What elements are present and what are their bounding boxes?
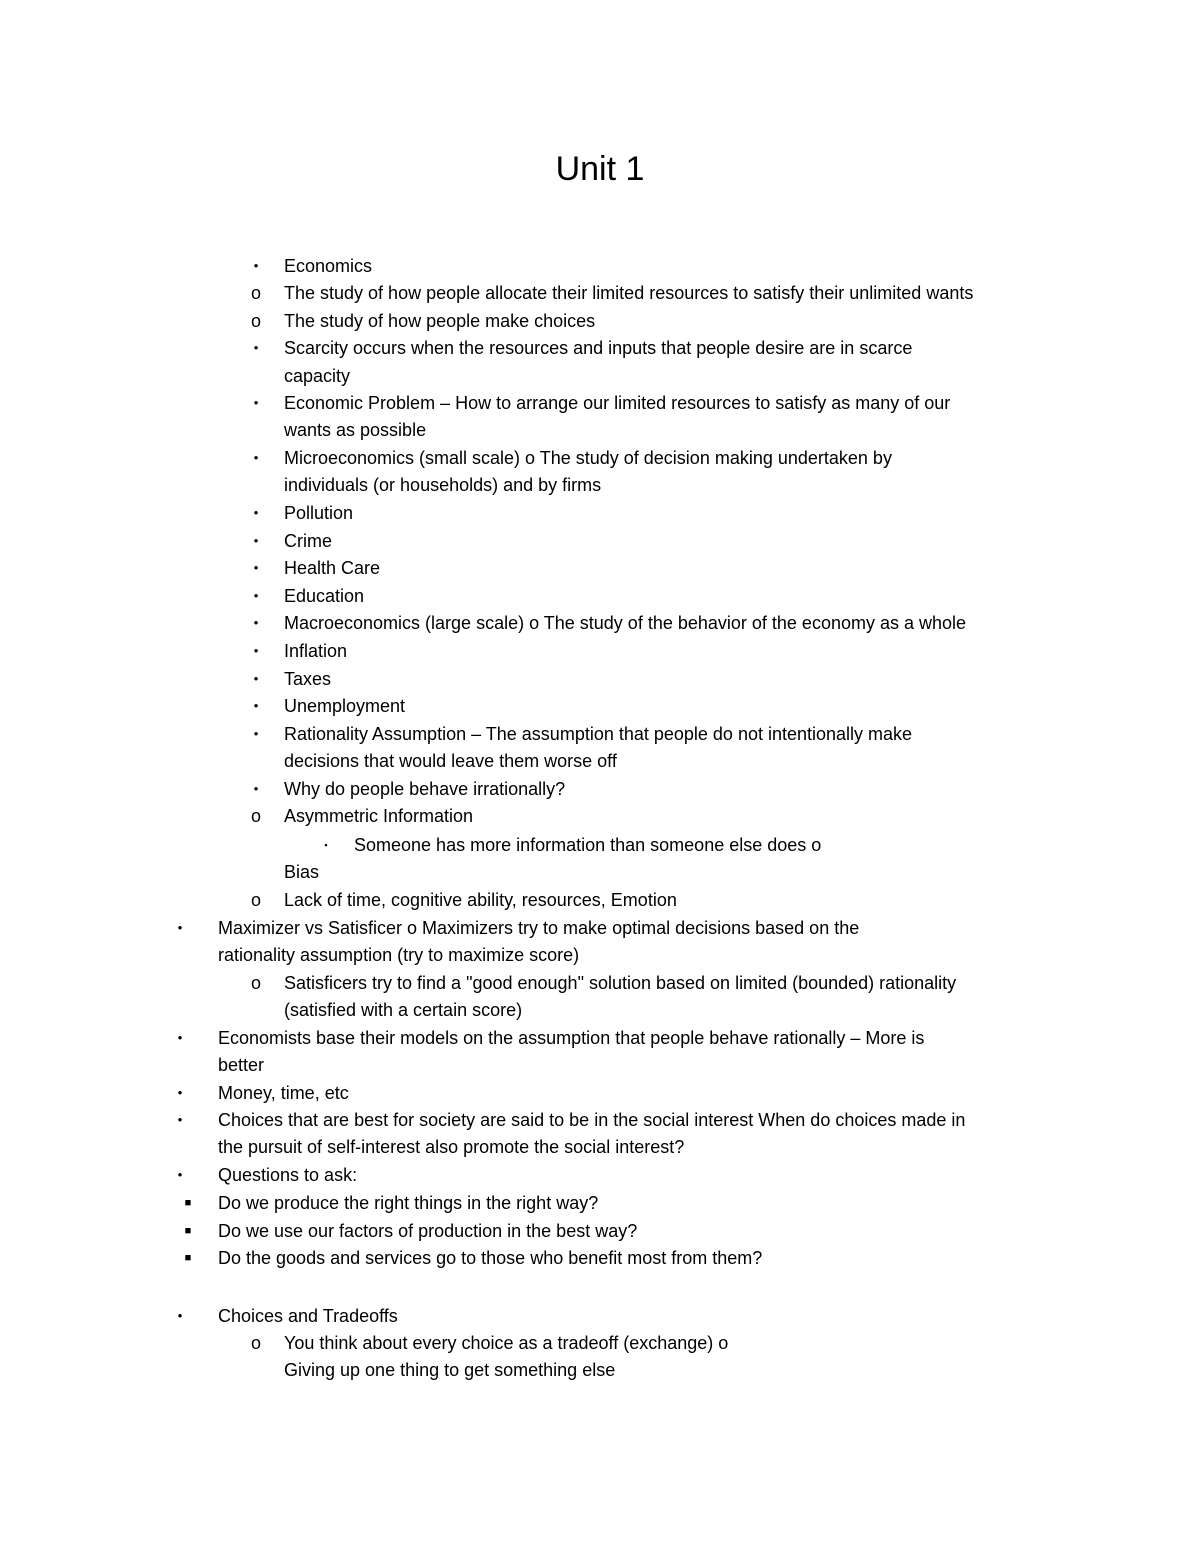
bullet-marker: o (250, 283, 261, 303)
bullet-marker: • (253, 643, 259, 658)
list-item-text: Education (284, 586, 365, 606)
list-item-text: Economists base their models on the assumption that people behave rationally – More is (218, 1028, 925, 1048)
list-item-text: Economic Problem – How to arrange our limited resources to satisfy as many of our (284, 393, 951, 413)
list-item-text: Macroeconomics (large scale) o The study of the behavior of the economy as a whole (284, 613, 967, 633)
list-item-text: Pollution (284, 503, 354, 523)
bullet-marker: • (253, 505, 259, 520)
list-item-text: Satisficers try to find a "good enough" solution based on limited (bounded) rationality (284, 973, 957, 993)
list-item-text: Do we use our factors of production in the best way? (218, 1221, 638, 1241)
bullet-marker: • (253, 698, 259, 713)
bullet-marker: ■ (184, 1197, 192, 1209)
list-item-text: Taxes (284, 669, 332, 689)
bullet-marker: ■ (184, 1252, 192, 1264)
list-item-text: better (218, 1055, 265, 1075)
list-item-text: Do we produce the right things in the right way? (218, 1193, 599, 1213)
bullet-marker: • (177, 1308, 183, 1323)
list-item-text: Questions to ask: (218, 1165, 358, 1185)
page-title: Unit 1 (555, 150, 645, 188)
bullet-marker: • (253, 395, 259, 410)
bullet-marker: • (253, 615, 259, 630)
bullet-marker: • (177, 1112, 183, 1127)
list-item-text: (satisfied with a certain score) (284, 1000, 523, 1020)
list-item-text: Maximizer vs Satisficer o Maximizers try to make optimal decisions based on the (218, 918, 860, 938)
bullet-marker: o (250, 890, 261, 910)
list-item-text: capacity (284, 366, 351, 386)
bullet-marker: • (177, 920, 183, 935)
list-item-text: Rationality Assumption – The assumption that people do not intentionally make (284, 724, 913, 744)
bullet-marker: • (253, 726, 259, 741)
bullet-marker: • (177, 1030, 183, 1045)
list-item-text: Choices and Tradeoffs (218, 1306, 398, 1326)
bullet-marker: • (253, 588, 259, 603)
bullet-marker: ■ (184, 1225, 192, 1237)
bullet-marker: o (250, 1333, 261, 1353)
list-item-text: Choices that are best for society are said to be in the social interest When do choices made in (218, 1110, 966, 1130)
bullet-marker: • (177, 1085, 183, 1100)
bullet-marker: • (253, 781, 259, 796)
bullet-marker: o (250, 806, 261, 826)
list-item-text: Inflation (284, 641, 348, 661)
list-item-text: Why do people behave irrationally? (284, 779, 566, 799)
list-item-text: Giving up one thing to get something else (284, 1360, 616, 1380)
bullet-marker: • (253, 671, 259, 686)
bullet-marker: • (177, 1167, 183, 1182)
list-item-text: Economics (284, 256, 373, 276)
list-item-text: individuals (or households) and by firms (284, 475, 602, 495)
list-item-text: wants as possible (284, 420, 427, 440)
list-item-text: Microeconomics (small scale) o The study of decision making undertaken by (284, 448, 892, 468)
list-item-text: Unemployment (284, 696, 406, 716)
list-item-text: Asymmetric Information (284, 806, 474, 826)
list-item-text: The study of how people allocate their limited resources to satisfy their unlimited wants (284, 283, 974, 303)
bullet-marker: ▪ (324, 840, 328, 850)
list-item-text: The study of how people make choices (284, 311, 596, 331)
list-item-text: rationality assumption (try to maximize score) (218, 945, 580, 965)
list-item-text: Money, time, etc (218, 1083, 349, 1103)
list-item-text: You think about every choice as a tradeoff (exchange) o (284, 1333, 729, 1353)
bullet-marker: • (253, 258, 259, 273)
bullet-marker: • (253, 340, 259, 355)
bullet-marker: o (250, 311, 261, 331)
list-item-text: the pursuit of self-interest also promote the social interest? (218, 1137, 685, 1157)
bullet-marker: • (253, 450, 259, 465)
list-item-text: Lack of time, cognitive ability, resources, Emotion (284, 890, 677, 910)
bullet-marker: • (253, 560, 259, 575)
list-item-text: Crime (284, 531, 332, 551)
list-item-text: Scarcity occurs when the resources and inputs that people desire are in scarce (284, 338, 913, 358)
list-item-text: decisions that would leave them worse off (284, 751, 617, 771)
bullet-marker: o (250, 973, 261, 993)
list-item-text: Bias (284, 862, 320, 882)
list-item-text: Someone has more information than someone else does o (354, 835, 822, 855)
bullet-marker: • (253, 533, 259, 548)
list-item-text: Do the goods and services go to those who benefit most from them? (218, 1248, 763, 1268)
list-item-text: Health Care (284, 558, 381, 578)
